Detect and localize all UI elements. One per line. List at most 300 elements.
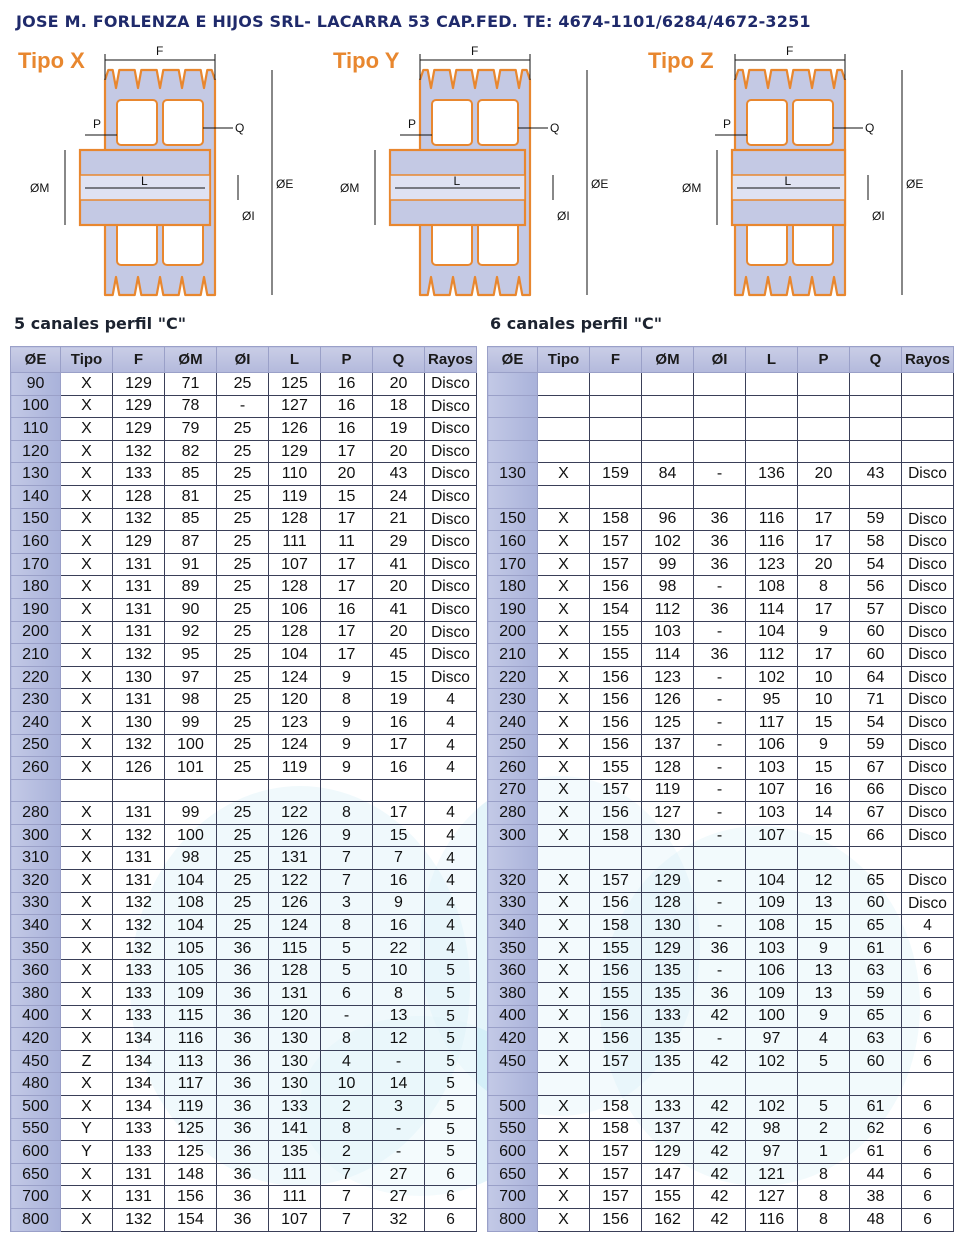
table-cell: 19 bbox=[373, 689, 425, 712]
table-cell bbox=[321, 779, 373, 802]
table-cell: 116 bbox=[746, 531, 798, 554]
table-cell: 13 bbox=[798, 983, 850, 1006]
table-cell: X bbox=[538, 1141, 590, 1164]
table-cell: 650 bbox=[488, 1163, 538, 1186]
table-cell: 137 bbox=[642, 734, 694, 757]
table-row bbox=[11, 870, 477, 893]
table-row bbox=[11, 621, 477, 644]
table-cell: Disco bbox=[902, 598, 954, 621]
table-cell: 15 bbox=[373, 666, 425, 689]
table-cell: 6 bbox=[321, 983, 373, 1006]
table-cell: 121 bbox=[746, 1163, 798, 1186]
table-cell: 270 bbox=[488, 779, 538, 802]
table-cell: 54 bbox=[850, 711, 902, 734]
table-cell: 5 bbox=[425, 1096, 477, 1119]
table-cell: X bbox=[61, 373, 113, 396]
column-header: Tipo bbox=[538, 347, 590, 373]
table-cell: 128 bbox=[269, 508, 321, 531]
table-cell: Disco bbox=[425, 373, 477, 396]
table-row bbox=[488, 395, 954, 418]
table-cell: 130 bbox=[113, 711, 165, 734]
table-row bbox=[488, 666, 954, 689]
table-row bbox=[488, 418, 954, 441]
table-row bbox=[11, 779, 477, 802]
table-row bbox=[11, 711, 477, 734]
table-cell: 103 bbox=[746, 757, 798, 780]
table-cell: 156 bbox=[590, 892, 642, 915]
table-cell: 12 bbox=[798, 870, 850, 893]
table-cell: 4 bbox=[425, 711, 477, 734]
table-cell: 133 bbox=[642, 1005, 694, 1028]
table-cell: 156 bbox=[590, 960, 642, 983]
table-cell: 125 bbox=[642, 711, 694, 734]
table-cell: 154 bbox=[165, 1208, 217, 1231]
table-cell: 36 bbox=[694, 553, 746, 576]
table-cell bbox=[488, 440, 538, 463]
table-row bbox=[488, 915, 954, 938]
table-cell: 95 bbox=[746, 689, 798, 712]
left-table-title: 5 canales perfil "C" bbox=[14, 314, 187, 333]
table-row bbox=[488, 757, 954, 780]
table-cell: 63 bbox=[850, 960, 902, 983]
table-cell: X bbox=[538, 779, 590, 802]
table-row bbox=[488, 802, 954, 825]
table-cell: - bbox=[373, 1118, 425, 1141]
table-cell: 110 bbox=[11, 418, 61, 441]
table-cell: 340 bbox=[488, 915, 538, 938]
table-cell bbox=[798, 418, 850, 441]
table-cell: 10 bbox=[373, 960, 425, 983]
table-cell: 61 bbox=[850, 1096, 902, 1119]
table-cell: 5 bbox=[425, 1005, 477, 1028]
table-cell: 157 bbox=[590, 531, 642, 554]
table-cell: 42 bbox=[694, 1096, 746, 1119]
table-cell bbox=[746, 395, 798, 418]
table-cell: X bbox=[61, 983, 113, 1006]
table-cell: - bbox=[694, 802, 746, 825]
table-cell: - bbox=[694, 689, 746, 712]
table-cell: 135 bbox=[642, 1028, 694, 1051]
table-cell: X bbox=[538, 463, 590, 486]
table-cell: X bbox=[61, 598, 113, 621]
column-header: ØI bbox=[694, 347, 746, 373]
table-cell: - bbox=[694, 666, 746, 689]
table-row bbox=[11, 418, 477, 441]
table-cell: 112 bbox=[746, 644, 798, 667]
dim-e-label: ØE bbox=[906, 177, 924, 191]
table-cell: 62 bbox=[850, 1118, 902, 1141]
table-cell: 103 bbox=[746, 937, 798, 960]
table-cell: Disco bbox=[902, 734, 954, 757]
table-cell: 17 bbox=[321, 576, 373, 599]
table-row bbox=[488, 1005, 954, 1028]
table-cell: 36 bbox=[694, 937, 746, 960]
table-cell: X bbox=[61, 892, 113, 915]
table-cell: 112 bbox=[642, 598, 694, 621]
table-cell: 240 bbox=[488, 711, 538, 734]
table-cell: 36 bbox=[217, 983, 269, 1006]
table-cell bbox=[798, 847, 850, 870]
table-row bbox=[488, 892, 954, 915]
diagram-tipo-y bbox=[325, 40, 625, 310]
table-cell: 135 bbox=[269, 1141, 321, 1164]
table-cell bbox=[538, 395, 590, 418]
table-cell: 135 bbox=[642, 983, 694, 1006]
table-cell: 136 bbox=[746, 463, 798, 486]
table-cell: 5 bbox=[425, 1028, 477, 1051]
table-cell: 230 bbox=[11, 689, 61, 712]
table-cell: Disco bbox=[425, 644, 477, 667]
table-cell: 27 bbox=[373, 1186, 425, 1209]
table-cell: - bbox=[694, 960, 746, 983]
table-cell: 650 bbox=[11, 1163, 61, 1186]
table-cell: 107 bbox=[746, 779, 798, 802]
table-cell: 9 bbox=[321, 824, 373, 847]
table-cell: 104 bbox=[165, 915, 217, 938]
table-cell: 124 bbox=[269, 666, 321, 689]
table-cell: X bbox=[61, 802, 113, 825]
table-cell: 117 bbox=[746, 711, 798, 734]
table-cell: Disco bbox=[902, 576, 954, 599]
table-cell bbox=[538, 485, 590, 508]
table-cell: 16 bbox=[798, 779, 850, 802]
table-cell: 20 bbox=[373, 373, 425, 396]
table-cell: 5 bbox=[798, 1096, 850, 1119]
table-cell: X bbox=[538, 711, 590, 734]
table-cell: 98 bbox=[165, 689, 217, 712]
table-cell: 5 bbox=[425, 1050, 477, 1073]
table-cell: 156 bbox=[590, 1208, 642, 1231]
table-cell: 6 bbox=[902, 1118, 954, 1141]
table-cell: 135 bbox=[642, 1050, 694, 1073]
table-cell: 124 bbox=[269, 734, 321, 757]
table-cell: 96 bbox=[642, 508, 694, 531]
table-cell: 6 bbox=[425, 1186, 477, 1209]
table-cell: 550 bbox=[488, 1118, 538, 1141]
column-header: F bbox=[590, 347, 642, 373]
table-cell: 350 bbox=[11, 937, 61, 960]
table-row bbox=[488, 531, 954, 554]
table-cell: 36 bbox=[217, 1096, 269, 1119]
column-header: ØE bbox=[488, 347, 538, 373]
table-cell: 600 bbox=[11, 1141, 61, 1164]
table-cell: 150 bbox=[488, 508, 538, 531]
table-cell: 36 bbox=[217, 937, 269, 960]
table-cell: Disco bbox=[902, 644, 954, 667]
table-cell: 100 bbox=[746, 1005, 798, 1028]
table-cell: Y bbox=[61, 1141, 113, 1164]
table-cell bbox=[488, 418, 538, 441]
table-cell: 87 bbox=[165, 531, 217, 554]
table-cell: 5 bbox=[425, 1118, 477, 1141]
table-cell: 111 bbox=[269, 1163, 321, 1186]
table-cell: 67 bbox=[850, 802, 902, 825]
column-header: Rayos bbox=[425, 347, 477, 373]
table-cell: X bbox=[538, 1208, 590, 1231]
table-cell bbox=[902, 395, 954, 418]
table-cell: 116 bbox=[746, 508, 798, 531]
table-cell bbox=[694, 418, 746, 441]
table-row bbox=[488, 1186, 954, 1209]
table-cell: 98 bbox=[642, 576, 694, 599]
table-cell: 9 bbox=[798, 937, 850, 960]
table-cell: 6 bbox=[902, 937, 954, 960]
table-cell bbox=[642, 373, 694, 396]
table-cell: 5 bbox=[425, 1073, 477, 1096]
table-cell: X bbox=[61, 960, 113, 983]
table-cell bbox=[590, 1073, 642, 1096]
table-cell: Disco bbox=[425, 576, 477, 599]
table-cell: 42 bbox=[694, 1163, 746, 1186]
table-cell: X bbox=[538, 983, 590, 1006]
table-row bbox=[488, 553, 954, 576]
table-cell: X bbox=[61, 1073, 113, 1096]
left-spec-table bbox=[10, 346, 477, 1232]
table-cell bbox=[269, 779, 321, 802]
table-cell: 25 bbox=[217, 508, 269, 531]
table-cell: 420 bbox=[11, 1028, 61, 1051]
table-cell: 89 bbox=[165, 576, 217, 599]
table-cell: 16 bbox=[373, 757, 425, 780]
table-cell: 260 bbox=[11, 757, 61, 780]
table-cell: 15 bbox=[798, 757, 850, 780]
table-cell: 78 bbox=[165, 395, 217, 418]
table-cell: 6 bbox=[902, 1028, 954, 1051]
table-row bbox=[11, 960, 477, 983]
table-cell: 132 bbox=[113, 915, 165, 938]
table-cell: 132 bbox=[113, 644, 165, 667]
table-cell: 102 bbox=[746, 1050, 798, 1073]
table-cell: 360 bbox=[488, 960, 538, 983]
table-cell: 91 bbox=[165, 553, 217, 576]
dim-l-label: L bbox=[453, 174, 461, 188]
table-cell: 10 bbox=[798, 666, 850, 689]
table-cell: 8 bbox=[321, 802, 373, 825]
table-cell: 150 bbox=[11, 508, 61, 531]
table-row bbox=[11, 1141, 477, 1164]
table-cell: 220 bbox=[488, 666, 538, 689]
table-cell bbox=[694, 373, 746, 396]
table-cell: 260 bbox=[488, 757, 538, 780]
table-cell bbox=[798, 395, 850, 418]
table-cell: 100 bbox=[11, 395, 61, 418]
table-cell: 17 bbox=[321, 621, 373, 644]
table-cell: Disco bbox=[902, 463, 954, 486]
table-cell: X bbox=[61, 644, 113, 667]
table-cell bbox=[902, 485, 954, 508]
table-cell: 550 bbox=[11, 1118, 61, 1141]
table-cell: 6 bbox=[902, 1141, 954, 1164]
table-cell: 400 bbox=[11, 1005, 61, 1028]
table-cell bbox=[694, 847, 746, 870]
table-cell: Disco bbox=[425, 621, 477, 644]
table-cell: Disco bbox=[902, 892, 954, 915]
table-cell: 36 bbox=[694, 983, 746, 1006]
table-cell bbox=[694, 485, 746, 508]
table-cell: 4 bbox=[425, 689, 477, 712]
table-cell: 100 bbox=[165, 824, 217, 847]
table-cell: 128 bbox=[113, 485, 165, 508]
table-cell: 8 bbox=[321, 915, 373, 938]
table-cell: 170 bbox=[488, 553, 538, 576]
table-cell: 36 bbox=[694, 531, 746, 554]
table-cell: 115 bbox=[165, 1005, 217, 1028]
table-row bbox=[488, 485, 954, 508]
table-cell: - bbox=[694, 915, 746, 938]
table-cell: Disco bbox=[425, 598, 477, 621]
table-cell: 700 bbox=[488, 1186, 538, 1209]
table-cell: 4 bbox=[425, 824, 477, 847]
table-cell: 129 bbox=[113, 418, 165, 441]
table-cell: 156 bbox=[165, 1186, 217, 1209]
table-cell: 25 bbox=[217, 666, 269, 689]
table-row bbox=[11, 485, 477, 508]
table-cell: 25 bbox=[217, 892, 269, 915]
table-cell bbox=[113, 779, 165, 802]
table-cell: 79 bbox=[165, 418, 217, 441]
table-cell: 16 bbox=[373, 711, 425, 734]
table-cell bbox=[642, 440, 694, 463]
table-cell: Disco bbox=[902, 711, 954, 734]
table-cell: 20 bbox=[798, 553, 850, 576]
table-cell: Disco bbox=[902, 689, 954, 712]
table-cell: 128 bbox=[642, 892, 694, 915]
table-cell: Disco bbox=[425, 418, 477, 441]
table-cell: 134 bbox=[113, 1050, 165, 1073]
table-cell: X bbox=[61, 553, 113, 576]
table-cell: 120 bbox=[269, 689, 321, 712]
table-cell: 9 bbox=[321, 711, 373, 734]
table-cell: X bbox=[538, 757, 590, 780]
table-cell: 310 bbox=[11, 847, 61, 870]
table-row bbox=[11, 1163, 477, 1186]
table-cell: 132 bbox=[113, 937, 165, 960]
table-cell: 42 bbox=[694, 1050, 746, 1073]
table-cell: 132 bbox=[113, 440, 165, 463]
company-header: JOSE M. FORLENZA E HIJOS SRL- LACARRA 53 CAP.FED. TE: 4674-1101/6284/4672-3251 bbox=[16, 12, 811, 31]
table-cell: 131 bbox=[269, 983, 321, 1006]
table-cell: 13 bbox=[798, 960, 850, 983]
table-cell bbox=[590, 418, 642, 441]
table-row bbox=[488, 689, 954, 712]
table-cell: 330 bbox=[488, 892, 538, 915]
table-cell: 25 bbox=[217, 440, 269, 463]
table-cell: 340 bbox=[11, 915, 61, 938]
table-cell: 122 bbox=[269, 870, 321, 893]
table-cell: 8 bbox=[321, 1118, 373, 1141]
table-row bbox=[11, 508, 477, 531]
dim-e-label: ØE bbox=[591, 177, 609, 191]
table-cell: X bbox=[61, 666, 113, 689]
table-cell: 85 bbox=[165, 463, 217, 486]
table-cell: - bbox=[694, 1028, 746, 1051]
table-cell: 119 bbox=[269, 485, 321, 508]
table-cell: 2 bbox=[321, 1141, 373, 1164]
table-cell bbox=[902, 418, 954, 441]
table-cell: 108 bbox=[746, 915, 798, 938]
diagram-title: Tipo X bbox=[18, 48, 85, 73]
table-cell: 109 bbox=[746, 983, 798, 1006]
table-cell: 155 bbox=[590, 644, 642, 667]
table-cell: 130 bbox=[113, 666, 165, 689]
table-cell: 6 bbox=[902, 1050, 954, 1073]
table-cell: 97 bbox=[746, 1141, 798, 1164]
table-cell: 64 bbox=[850, 666, 902, 689]
table-cell: 15 bbox=[798, 711, 850, 734]
table-cell: 41 bbox=[373, 598, 425, 621]
table-cell: 9 bbox=[321, 734, 373, 757]
table-cell bbox=[373, 779, 425, 802]
table-row bbox=[11, 440, 477, 463]
table-cell: 21 bbox=[373, 508, 425, 531]
table-cell: 99 bbox=[165, 802, 217, 825]
table-cell: 54 bbox=[850, 553, 902, 576]
table-cell: 157 bbox=[590, 1050, 642, 1073]
table-cell: 36 bbox=[217, 1050, 269, 1073]
table-cell: 114 bbox=[746, 598, 798, 621]
table-cell: X bbox=[61, 1186, 113, 1209]
table-cell: 42 bbox=[694, 1141, 746, 1164]
table-cell: 25 bbox=[217, 802, 269, 825]
table-cell: - bbox=[694, 711, 746, 734]
table-cell: 9 bbox=[798, 734, 850, 757]
table-cell: 20 bbox=[798, 463, 850, 486]
table-cell: X bbox=[61, 576, 113, 599]
table-cell: 157 bbox=[590, 1186, 642, 1209]
table-cell: - bbox=[373, 1141, 425, 1164]
table-cell: 4 bbox=[425, 757, 477, 780]
table-cell: Disco bbox=[902, 508, 954, 531]
table-cell: 133 bbox=[113, 1118, 165, 1141]
table-cell: 130 bbox=[642, 824, 694, 847]
table-cell: 5 bbox=[425, 960, 477, 983]
table-cell: 4 bbox=[425, 892, 477, 915]
table-cell: 119 bbox=[642, 779, 694, 802]
table-cell: 131 bbox=[113, 870, 165, 893]
dim-i-label: ØI bbox=[557, 209, 570, 223]
table-cell: 500 bbox=[488, 1096, 538, 1119]
table-cell: 450 bbox=[488, 1050, 538, 1073]
table-cell bbox=[538, 373, 590, 396]
table-cell bbox=[746, 440, 798, 463]
table-cell: 280 bbox=[11, 802, 61, 825]
table-cell: 132 bbox=[113, 892, 165, 915]
table-cell bbox=[642, 395, 694, 418]
table-cell: 16 bbox=[321, 395, 373, 418]
table-cell bbox=[538, 1073, 590, 1096]
table-cell: 60 bbox=[850, 644, 902, 667]
table-cell: 81 bbox=[165, 485, 217, 508]
table-cell: 11 bbox=[321, 531, 373, 554]
table-cell: 160 bbox=[488, 531, 538, 554]
table-row bbox=[11, 915, 477, 938]
table-cell: 7 bbox=[321, 870, 373, 893]
table-cell: 400 bbox=[488, 1005, 538, 1028]
table-cell bbox=[642, 1073, 694, 1096]
table-cell: 155 bbox=[590, 621, 642, 644]
table-cell: 126 bbox=[269, 892, 321, 915]
table-cell: 128 bbox=[269, 960, 321, 983]
table-cell: 15 bbox=[373, 824, 425, 847]
table-cell: 36 bbox=[217, 1186, 269, 1209]
table-cell: X bbox=[538, 802, 590, 825]
table-cell: Disco bbox=[902, 779, 954, 802]
table-cell: 38 bbox=[850, 1186, 902, 1209]
dim-p-label: P bbox=[408, 117, 417, 131]
table-cell: X bbox=[538, 1118, 590, 1141]
table-row bbox=[488, 621, 954, 644]
table-cell: 8 bbox=[798, 1186, 850, 1209]
